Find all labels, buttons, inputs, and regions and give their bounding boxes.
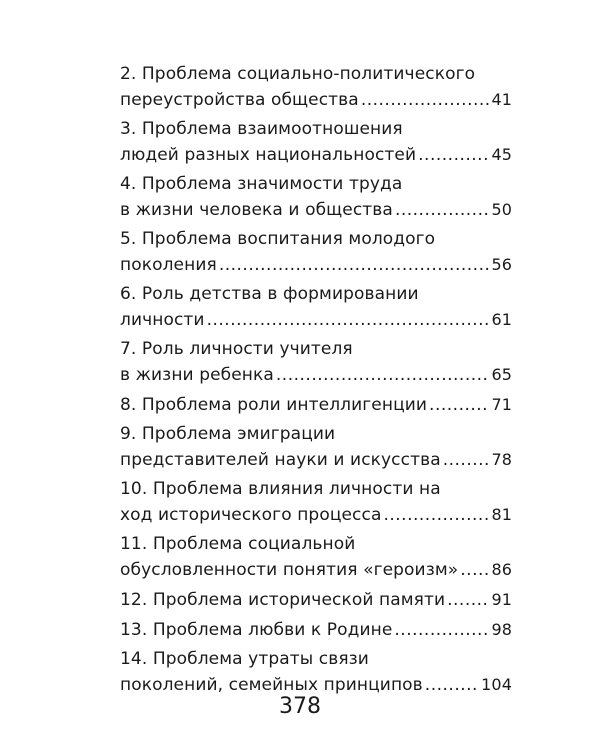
toc-entry: [120, 587, 512, 613]
toc-entry-line: 10. Проблема влияния личности на: [120, 479, 441, 499]
toc-entry-text: 8. Проблема роли интеллигенции: [120, 395, 428, 415]
toc-entry-text: переустройства общества: [120, 90, 359, 110]
toc-page-number: 56: [491, 255, 512, 274]
toc-entry: [120, 532, 512, 583]
dot-leader: [418, 143, 489, 168]
toc-entry-last-line: [120, 307, 512, 333]
toc-entry-line: 7. Роль личности учителя: [120, 339, 353, 359]
toc-entry-text: в жизни человека и общества: [120, 200, 393, 220]
toc-entry-line: 6. Роль детства в формировании: [120, 284, 419, 304]
toc-entry-last-line: [120, 587, 512, 613]
toc-entry: [120, 227, 512, 278]
dot-leader: [276, 363, 490, 388]
toc-entry: [120, 422, 512, 473]
toc-entry-last-line: [120, 447, 512, 473]
toc-entry-text: представителей науки и искусства: [120, 450, 441, 470]
toc-entry: [120, 392, 512, 418]
toc-entry-line: 3. Проблема взаимоотношения: [120, 119, 403, 139]
toc-entry-last-line: [120, 197, 512, 223]
dot-leader: [460, 558, 489, 583]
toc-entry-text: 13. Проблема любви к Родине: [120, 620, 393, 640]
toc-entry: [120, 172, 512, 223]
toc-entry-last-line: [120, 362, 512, 388]
toc-page-number: 50: [491, 200, 512, 219]
dot-leader: [361, 88, 490, 113]
toc-page-number: 71: [491, 395, 512, 414]
dot-leader: [443, 448, 490, 473]
toc-entry-line: 11. Проблема социальной: [120, 534, 356, 554]
toc-entry: [120, 477, 512, 528]
toc-entry-text: обусловленности понятия «героизм»: [120, 560, 459, 580]
dot-leader: [383, 503, 489, 528]
toc-page-number: 91: [491, 590, 512, 609]
toc-entry-last-line: [120, 142, 512, 168]
toc-entry: [120, 337, 512, 388]
toc-entry-text: ход исторического процесса: [120, 505, 382, 525]
page-number: 378: [279, 694, 321, 719]
toc-entry-last-line: [120, 502, 512, 528]
toc-page-number: 61: [491, 310, 512, 329]
toc-page-number: 65: [491, 365, 512, 384]
toc-entry-line: 14. Проблема утраты связи: [120, 649, 369, 669]
toc-page-number: 78: [491, 450, 512, 469]
toc-entry: [120, 117, 512, 168]
toc-entry: [120, 647, 512, 698]
dot-leader: [429, 393, 489, 418]
table-of-contents: [120, 62, 512, 702]
dot-leader: [395, 198, 490, 223]
toc-entry-text: поколения: [120, 255, 217, 275]
toc-entry-line: 4. Проблема значимости труда: [120, 174, 403, 194]
toc-entry-text: 12. Проблема исторической памяти: [120, 590, 446, 610]
toc-entry-last-line: [120, 557, 512, 583]
dot-leader: [207, 308, 490, 333]
toc-entry-line: 2. Проблема социально-политического: [120, 64, 476, 84]
dot-leader: [394, 618, 489, 643]
toc-page-number: 98: [491, 620, 512, 639]
toc-entry: [120, 62, 512, 113]
toc-entry-last-line: [120, 392, 512, 418]
toc-entry-text: людей разных национальностей: [120, 145, 417, 165]
toc-entry-line: 9. Проблема эмиграции: [120, 424, 336, 444]
toc-page-number: 81: [491, 505, 512, 524]
dot-leader: [447, 588, 489, 613]
toc-entry-text: поколений, семейных принципов: [120, 675, 423, 695]
toc-entry-last-line: [120, 617, 512, 643]
toc-entry-text: в жизни ребенка: [120, 365, 274, 385]
toc-entry: [120, 617, 512, 643]
toc-page-number: 104: [481, 675, 512, 694]
dot-leader: [219, 253, 490, 278]
toc-page-number: 86: [491, 560, 512, 579]
toc-entry-line: 5. Проблема воспитания молодого: [120, 229, 436, 249]
toc-entry-text: личности: [120, 310, 205, 330]
toc-entry-last-line: [120, 87, 512, 113]
toc-entry: [120, 282, 512, 333]
toc-page-number: 41: [491, 90, 512, 109]
toc-entry-last-line: [120, 252, 512, 278]
toc-page-number: 45: [491, 145, 512, 164]
